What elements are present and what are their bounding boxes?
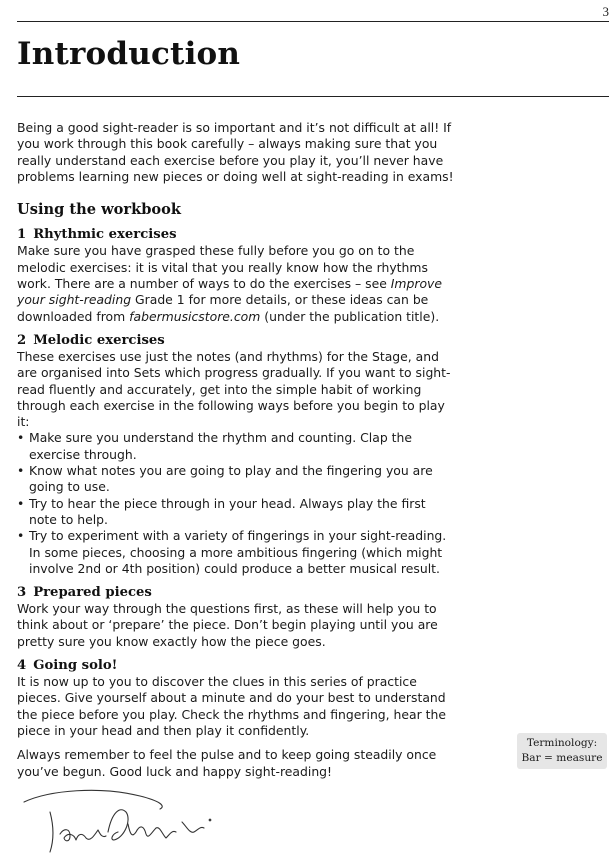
tips-list: [17, 430, 457, 577]
page-title: Introduction: [17, 36, 241, 72]
section-body-melodic: These exercises use just the notes (and rhythms) for the Stage, and are organised into Sets which progress gradually. If you want to sight-read fluently and accurately, get into the simple habit of working through each exercise in the following ways before you begin to play it:: [17, 348, 451, 430]
list-item: • Try to hear the piece through in your head. Always play the first note to help.: [17, 496, 457, 529]
terminology-value: Bar = measure: [521, 752, 603, 764]
section-melodic: [17, 333, 457, 577]
section-prepared: [17, 585, 457, 650]
section-heading-rhythmic: [17, 227, 457, 243]
section-title: Going solo!: [33, 658, 118, 674]
section-title: Melodic exercises: [33, 332, 165, 348]
section-title: Rhythmic exercises: [33, 227, 177, 243]
section-number: 4: [17, 658, 27, 674]
section-rhythmic: [17, 227, 457, 324]
website-reference: fabermusicstore.com: [129, 308, 261, 324]
book-title-reference: Improve your sight-reading: [17, 276, 443, 308]
body-text: Grade 1 for more details, or these ideas can be downloaded from: [17, 292, 429, 324]
section-title: Prepared pieces: [33, 585, 152, 601]
section-body-prepared: Work your way through the questions first, as these will help you to think about or ‘prepare’ the piece. Don’t begin playing until you are pretty sure you know exactly how the piece goes.: [17, 601, 438, 649]
section-heading-prepared: [17, 585, 457, 601]
section-number: 3: [17, 585, 27, 601]
page-number: 3: [602, 4, 609, 19]
list-item: • Make sure you understand the rhythm and counting. Clap the exercise through.: [17, 430, 457, 463]
terminology-note: [517, 733, 607, 769]
intro-paragraph: Being a good sight-reader is so important and it’s not difficult at all! If you work through this book carefully – always making sure that you really understand each exercise before you play it, you’ll never have problems learning new pieces or doing well at sight-reading in exams!: [17, 120, 454, 184]
section-heading-melodic: [17, 333, 457, 349]
section-number: 1: [17, 227, 27, 243]
section-body-rhythmic: [17, 243, 457, 324]
list-item: • Know what notes you are going to play and the fingering you are going to use.: [17, 463, 457, 496]
section-solo: [17, 658, 457, 739]
main-content: [17, 120, 457, 780]
title-rule: [17, 96, 609, 97]
terminology-label: Terminology:: [526, 737, 598, 749]
signature-image: [20, 782, 220, 856]
section-heading-solo: [17, 658, 457, 674]
closing-paragraph: Always remember to feel the pulse and to keep going steadily once you’ve begun. Good luck and happy sight-reading!: [17, 747, 437, 779]
section-number: 2: [17, 332, 27, 348]
workbook-heading: Using the workbook: [17, 201, 181, 219]
list-item: • Try to experiment with a variety of fingerings in your sight-reading. In some pieces, choosing a more ambitious fingering (which might involve 2nd or 4th position) could produce a better musical result.: [17, 528, 457, 577]
body-text: Make sure you have grasped these fully before you go on to the melodic exercises: it is vital that you really know how the rhythms work. There are a number of ways to do the exercises – see: [17, 243, 428, 292]
body-text: (under the publication title).: [260, 308, 440, 324]
section-body-solo: It is now up to you to discover the clues in this series of practice pieces. Give yourself about a minute and do your best to understand the piece before you play. Check the rhythms and fingering, hear the piece in your head and then play it confidently.: [17, 674, 446, 738]
top-rule: [17, 21, 609, 22]
